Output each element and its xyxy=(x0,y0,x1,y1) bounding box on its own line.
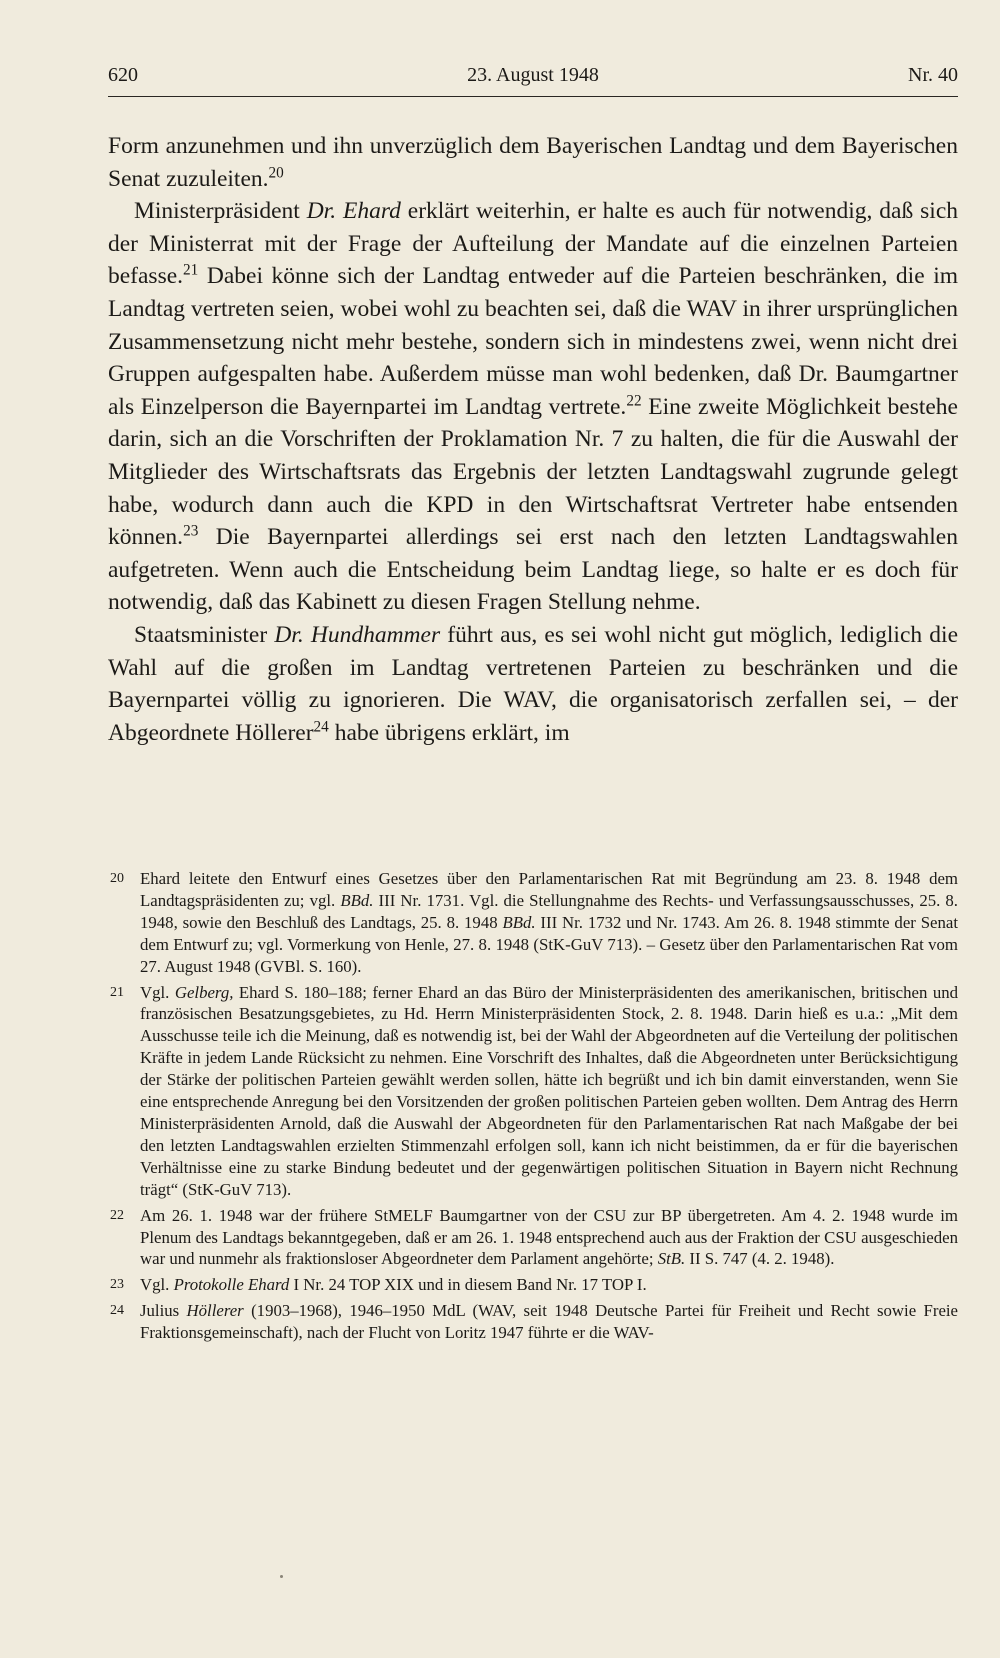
footnotes xyxy=(108,868,958,1348)
footnote-number: 21 xyxy=(110,984,124,1000)
person-name: Dr. Hundhammer xyxy=(274,621,441,648)
footnote: 21 Vgl. Gelberg, Ehard S. 180–188; ferner Ehard an das Büro der Ministerpräsidenten des amerikanischen, britischen und französischen Besatzungsgebietes, zu Hd. Herrn Ministerpräsidenten Stock, 2. 8. 1948. Darin hieß es u.a.: „Mit dem Ausschusse teile ich die Meinung, daß es notwendig ist, bei der Wahl der Abgeordneten auf die Verteilung der politischen Kräfte in jedem Lande Rücksicht zu nehmen. Eine Vorschrift des Inhaltes, daß die Abgeordneten unter Berücksichtigung der Stärke der politischen Parteien gewählt werden sollen, hätte ich begrüßt und ich bin damit einverstanden, wenn Sie eine entsprechende Anregung bei den Vorsitzenden der großen politischen Parteien geben wollten. Dem Antrag des Herrn Ministerpräsidenten Arnold, daß die Auswahl der Abgeordneten für den Parlamentarischen Rat nach Maßgabe der bei den letzten Landtagswahlen erzielten Stimmenzahl erfolgen soll, kann ich nicht beistimmen, da er für die bayerischen Verhältnisse eine zu starke Bindung bedeutet und der gegenwärtigen politischen Situation in Bayern nicht Rechnung trägt“ (StK-GuV 713). xyxy=(110,982,958,1199)
footnote-number: 20 xyxy=(110,871,124,886)
footnote-ref: 21 xyxy=(183,261,199,279)
footnote-ref: 20 xyxy=(268,164,284,182)
footnote: 23 Vgl. Protokolle Ehard I Nr. 24 TOP XIX und in diesem Band Nr. 17 TOP I. xyxy=(110,1275,647,1295)
footnote: 20 Ehard leitete den Entwurf eines Gesetzes über den Parlamentarischen Rat mit Begründung am 23. 8. 1948 dem Landtagspräsidenten zu; vgl. BBd. III Nr. 1731. Vgl. die Stellungnahme des Rechts- und Verfassungsausschusses, 25. 8. 1948, sowie den Beschluß des Landtags, 25. 8. 1948 BBd. III Nr. 1732 und Nr. 1743. Am 26. 8. 1948 stimmte der Senat dem Entwurf zu; vgl. Vormerkung von Henle, 27. 8. 1948 (StK-GuV 713). – Gesetz über den Parlamentarischen Rat vom 27. August 1948 (GVBl. S. 160). xyxy=(110,869,959,976)
footnote: 24 Julius Höllerer (1903–1968), 1946–1950 MdL (WAV, seit 1948 Deutsche Partei für Freiheit und Recht sowie Freie Fraktionsgemeinschaft), nach der Flucht von Loritz 1947 führte er die WAV- xyxy=(110,1301,958,1343)
footnote-ref: 22 xyxy=(626,392,642,410)
person-name: Dr. Ehard xyxy=(306,198,401,225)
footnote-ref: 24 xyxy=(313,718,329,736)
footnote-number: 22 xyxy=(110,1207,124,1223)
main-text xyxy=(108,130,958,749)
header-date: 23. August 1948 xyxy=(467,64,599,86)
document-number: Nr. 40 xyxy=(908,64,958,86)
paragraph: Ministerpräsident Dr. Ehard erklärt weiterhin, er halte es auch für notwendig, daß sich der Ministerrat mit der Frage der Aufteilung der Mandate auf die einzelnen Parteien befasse.$^{21}$ Dabei könne sich der Landtag entweder auf die Parteien beschränken, die im Landtag vertreten seien, wobei wohl zu beachten sei, daß die WAV in ihrer ursprünglichen Zusammensetzung nicht mehr bestehe, sondern sich in mindestens zwei, wenn nicht drei Gruppen aufgespalten habe. Außerdem müsse man wohl bedenken, daß Dr. Baumgartner als Einzelperson die Bayernpartei im Landtag vertrete.$^{22}$ Eine zweite Möglichkeit bestehe darin, sich an die Vorschriften der Proklamation Nr. 7 zu halten, die für die Auswahl der Mitglieder des Wirtschaftsrats das Ergebnis der letzten Landtagswahl zugrunde gelegt habe, wodurch dann auch die KPD in den Wirtschaftsrat Vertreter habe entsenden können.$^{23}$ Die Bayernpartei allerdings sei erst nach den letzten Landtagswahlen aufgetreten. Wenn auch die Entscheidung beim Landtag liege, so halte er es doch für notwendig, daß das Kabinett zu diesen Fragen Stellung nehme. xyxy=(108,198,958,616)
paper-speck xyxy=(280,1575,283,1578)
page-number: 620 xyxy=(108,64,138,86)
running-header xyxy=(108,62,958,97)
footnote-number: 24 xyxy=(110,1303,124,1319)
paragraph: Staatsminister Dr. Hundhammer führt aus, es sei wohl nicht gut möglich, lediglich die Wahl auf die großen im Landtag vertretenen Parteien zu beschränken und die Bayernpartei völlig zu ignorieren. Die WAV, die organisatorisch zerfallen sei, – der Abgeordnete Höllerer$^{24}$ habe übrigens erklärt, im xyxy=(108,621,958,746)
footnote: 22 Am 26. 1. 1948 war der frühere StMELF Baumgartner von der CSU zur BP übergetreten. Am 4. 2. 1948 wurde im Plenum des Landtags bekanntgegeben, daß er am 26. 1. 1948 entsprechend auch aus der Fraktion der CSU ausgeschieden war und nunmehr als fraktionsloser Abgeordneter dem Parlament angehörte; StB. II S. 747 (4. 2. 1948). xyxy=(110,1205,958,1269)
footnote-number: 23 xyxy=(110,1277,124,1293)
paragraph: Form anzunehmen und ihn unverzüglich dem Bayerischen Landtag und dem Bayerischen Senat zuzuleiten.$^{20}$ xyxy=(108,133,958,192)
footnote-ref: 23 xyxy=(183,522,199,540)
